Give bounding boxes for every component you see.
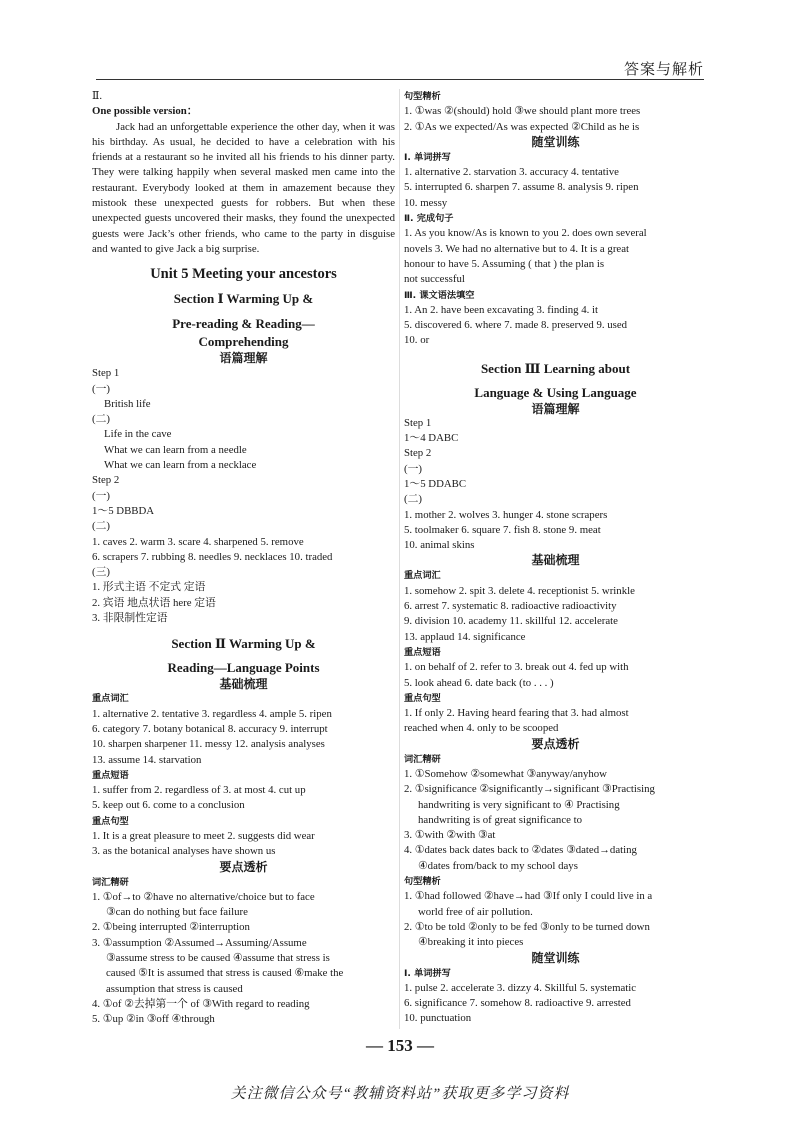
answer-line: 2. ①being interrupted ②interruption [92, 921, 250, 934]
exercise-heading: Ⅰ. 单词拼写 [404, 967, 451, 979]
answer-line: 6. significance 7. somehow 8. radioactive 9. arrested [404, 997, 631, 1010]
answer-line: (二) [92, 413, 110, 426]
answer-line: 4. ①dates back dates back to ②dates ③dated→dating [404, 844, 637, 857]
answer-line: 1. An 2. have been excavating 3. finding 4. it [404, 303, 598, 316]
answer-line: ③can do nothing but face failure [106, 906, 248, 919]
answer-line: 5. discovered 6. where 7. made 8. preserved 9. used [404, 319, 628, 332]
answer-line: 6. scrapers 7. rubbing 8. needles 9. necklaces 10. traded [92, 550, 333, 563]
answer-line: 2. ①to be told ②only to be fed ③only to be turned down [404, 920, 650, 933]
answer-line: 6. arrest 7. systematic 8. radioactive radioactivity [404, 600, 617, 613]
answer-line: 1. If only 2. Having heard fearing that 3. had almost [404, 707, 629, 720]
answer-line: 1. ①had followed ②have→had ③If only I could live in a [404, 890, 653, 903]
section-1-title-a: Section Ⅰ Warming Up & [173, 291, 314, 307]
answer-line: What we can learn from a needle [104, 443, 247, 456]
answer-line: 5. keep out 6. come to a conclusion [92, 799, 245, 812]
answer-line: 1. on behalf of 2. refer to 3. break out 4. fed up with [404, 661, 629, 674]
answer-line: (二) [404, 493, 422, 506]
header-rule [96, 79, 704, 80]
answer-line: 1. alternative 2. starvation 3. accuracy 4. tentative [404, 166, 619, 179]
answer-line: 5. look ahead 6. date back (to . . . ) [404, 676, 554, 689]
answer-line: Step 2 [404, 447, 432, 460]
answer-line: 10. messy [404, 196, 448, 209]
answer-line: 4. ①of ②去掉第一个 of ③With regard to reading [92, 997, 310, 1010]
possible-version-label: One possible version： [92, 105, 198, 118]
section-2-subtitle: 基础梳理 [219, 677, 268, 692]
page-number: — 153 — [366, 1036, 434, 1055]
answer-line: 5. interrupted 6. sharpen 7. assume 8. analysis 9. ripen [404, 181, 639, 194]
answer-line: What we can learn from a necklace [104, 459, 257, 472]
category-label: 句型精析 [404, 91, 441, 102]
answer-line: Step 1 [92, 367, 120, 380]
answer-line: 2. ①significance ②significantly→significant ③Practising [404, 783, 655, 796]
unit-title: Unit 5 Meeting your ancestors [150, 266, 337, 283]
category-label: 词汇精研 [404, 753, 441, 765]
answer-line: 3. ①with ②with ③at [404, 829, 496, 842]
section-1-title-b: Pre-reading & Reading— [172, 316, 315, 332]
answer-line: 1～5 DDABC [404, 477, 467, 490]
answer-line: Step 1 [404, 416, 432, 429]
answer-line: 1. somehow 2. spit 3. delete 4. receptionist 5. wrinkle [404, 584, 635, 597]
key-points-title: 要点透析 [219, 859, 268, 874]
answer-line: (一) [92, 489, 110, 502]
answer-line: 9. division 10. academy 11. skillful 12. accelerate [404, 615, 618, 628]
answer-line: world free of air pollution. [418, 905, 533, 918]
answer-line: ④breaking it into pieces [418, 936, 524, 949]
section-1-subtitle: 语篇理解 [219, 351, 268, 366]
drill-title: 随堂训练 [531, 950, 580, 965]
exercise-heading: Ⅰ. 单词拼写 [404, 151, 451, 163]
answer-line: 1～5 DBBDA [92, 504, 155, 517]
answer-line: 2. ①As we expected/As was expected ②Child as he is [404, 120, 640, 133]
answer-line: 1. ①of→to ②have no alternative/choice but to face [92, 890, 315, 903]
key-points-title: 要点透析 [531, 736, 580, 751]
essay-paragraph: Jack had an unforgettable experience the other day, when it was his birthday. As usual, he decided to have a celebration with his friends at a restaurant so he invited all his friends to his dinner party. They were talking happily when several masked men came into the restaurant. Everybody looked at them in amazement because they mistook these unexpected guests for robbers. But when these unexpected guests uncovered their masks, they found the unexpected guests were Jack’s other friends, who came to the party in disguise and wanted to give Jack a big surprise. [92, 120, 395, 255]
answer-line: handwriting is very significant to ④ Practising [418, 798, 620, 811]
answer-line: 6. category 7. botany botanical 8. accuracy 9. interrupt [92, 722, 328, 735]
category-label: 重点词汇 [404, 570, 441, 582]
header-title: 答案与解析 [623, 62, 704, 78]
answer-line: ④dates from/back to my school days [418, 859, 578, 872]
footer-note: 关注微信公众号“教辅资料站”获取更多学习资料 [230, 1086, 570, 1102]
category-label: 句型精析 [404, 876, 441, 888]
answer-line: 13. applaud 14. significance [404, 630, 526, 643]
answer-line: (三) [92, 566, 110, 579]
category-label: 重点句型 [92, 815, 129, 827]
category-label: 重点短语 [404, 646, 441, 658]
answer-line: 3. 非限制性定语 [92, 612, 168, 625]
answer-line: ③assume stress to be caused ④assume that stress is [106, 952, 330, 965]
answer-line: 5. ①up ②in ③off ④through [92, 1013, 215, 1026]
answer-line: honour to have 5. Assuming ( that ) the plan is [404, 257, 605, 270]
answer-line: handwriting is of great significance to [418, 813, 583, 826]
answer-line: reached when 4. only to be scooped [404, 722, 559, 735]
answer-line: 1. caves 2. warm 3. scare 4. sharpened 5. remove [92, 535, 304, 548]
answer-line: 1. It is a great pleasure to meet 2. suggests did wear [92, 829, 315, 842]
answer-line: (一) [92, 382, 110, 395]
answer-line: 1～4 DABC [404, 432, 459, 445]
answer-line: 1. 形式主语 不定式 定语 [92, 581, 206, 594]
page-header [0, 0, 800, 80]
answer-line: Step 2 [92, 474, 120, 487]
answer-line: Life in the cave [104, 428, 172, 441]
answer-line: (二) [92, 520, 110, 533]
section-2-title-a: Section Ⅱ Warming Up & [171, 636, 316, 652]
answer-line: 13. assume 14. starvation [92, 753, 202, 766]
answer-line: 10. or [404, 334, 430, 347]
answer-line: 1. ①Somehow ②somewhat ③anyway/anyhow [404, 767, 607, 780]
category-label: 重点词汇 [92, 693, 129, 705]
answer-line: 10. punctuation [404, 1012, 472, 1025]
section-1-title-c: Comprehending [198, 334, 289, 350]
answer-line: not successful [404, 273, 465, 286]
exercise-heading: Ⅲ. 课文语法填空 [404, 289, 475, 301]
answer-line: 1. suffer from 2. regardless of 3. at most 4. cut up [92, 784, 306, 797]
section-3-title-a: Section Ⅲ Learning about [480, 360, 631, 376]
exercise-heading: Ⅱ. 完成句子 [404, 213, 454, 225]
answer-line: 1. alternative 2. tentative 3. regardless 4. ample 5. ripen [92, 707, 332, 720]
answer-line: 1. mother 2. wolves 3. hunger 4. stone scrapers [404, 508, 608, 521]
left-column [92, 89, 395, 1028]
answer-line: 10. sharpen sharpener 11. messy 12. analysis analyses [92, 738, 325, 751]
basics-title: 基础梳理 [531, 553, 580, 568]
answer-line: 10. animal skins [404, 539, 475, 552]
answer-line: 1. As you know/As is known to you 2. does own several [404, 227, 647, 240]
answer-line: assumption that stress is caused [106, 982, 243, 995]
answer-line: 1. ①was ②(should) hold ③we should plant more trees [404, 105, 641, 118]
answer-line: caused ⑤It is assumed that stress is caused ⑥make the [106, 967, 344, 980]
answer-line: 3. ①assumption ②Assumed→Assuming/Assume [92, 936, 307, 949]
category-label: 重点短语 [92, 769, 129, 781]
answer-line: (一) [404, 462, 422, 475]
answer-line: 1. pulse 2. accelerate 3. dizzy 4. Skillful 5. systematic [404, 981, 637, 994]
right-column [404, 89, 707, 1027]
category-label: 重点句型 [404, 692, 441, 704]
answer-line: 3. as the botanical analyses have shown us [92, 845, 276, 858]
category-label: 词汇精研 [92, 876, 129, 888]
section-3-title-b: Language & Using Language [474, 384, 637, 400]
roman-two-label: Ⅱ. [92, 90, 103, 102]
section-2-title-b: Reading—Language Points [167, 660, 320, 676]
answer-line: 2. 宾语 地点状语 here 定语 [92, 596, 216, 609]
answer-line: British life [104, 397, 151, 410]
answer-line: 5. toolmaker 6. square 7. fish 8. stone 9. meat [404, 523, 601, 536]
answer-line: novels 3. We had no alternative but to 4. It is a great [404, 242, 630, 255]
drill-title: 随堂训练 [531, 134, 580, 149]
section-3-subtitle: 语篇理解 [531, 401, 580, 416]
column-divider [399, 89, 400, 1029]
